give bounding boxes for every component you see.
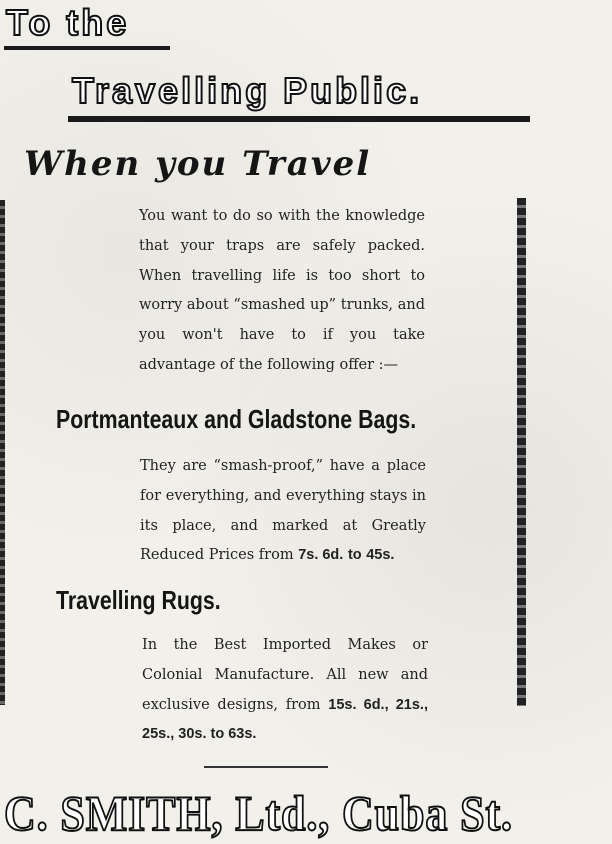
rugs-text: In the Best Imported Makes or Colonial Manufacture. All new and exclusive designs, from <box>142 637 428 713</box>
intro-paragraph: You want to do so with the knowledge that your traps are safely packed. When travelling life is too short to worry about “smashed up” trunks, and you won't have to if you take advantage of the following offer :— <box>139 208 425 373</box>
heading-travelling-public: Travelling Public. <box>72 70 423 111</box>
tagline-when-you-travel: When you Travel <box>24 144 372 184</box>
heading-rule <box>68 116 530 122</box>
price-to-word: to <box>347 547 362 564</box>
price-from: 7s. 6d. <box>298 547 344 564</box>
portmanteaux-text: They are “smash-proof,” have a place for everything, and everything stays in its place, and marked at Greatly Reduced Prices from <box>140 458 426 564</box>
rugs-paragraph <box>142 631 428 750</box>
rugs-heading: Travelling Rugs. <box>56 585 221 615</box>
portmanteaux-paragraph <box>140 452 426 571</box>
price-to: 45s. <box>366 547 395 564</box>
right-border <box>517 198 526 706</box>
heading-to-the: To the <box>6 2 130 43</box>
top-rule <box>4 46 170 50</box>
company-name: C. SMITH, Ltd., Cuba St. <box>4 785 513 841</box>
divider-rule <box>204 766 328 768</box>
rugs-prices: 15s. 6d., 21s., 25s., 30s. to 63s. <box>142 696 428 743</box>
left-border <box>0 200 5 705</box>
portmanteaux-heading: Portmanteaux and Gladstone Bags. <box>56 404 417 434</box>
